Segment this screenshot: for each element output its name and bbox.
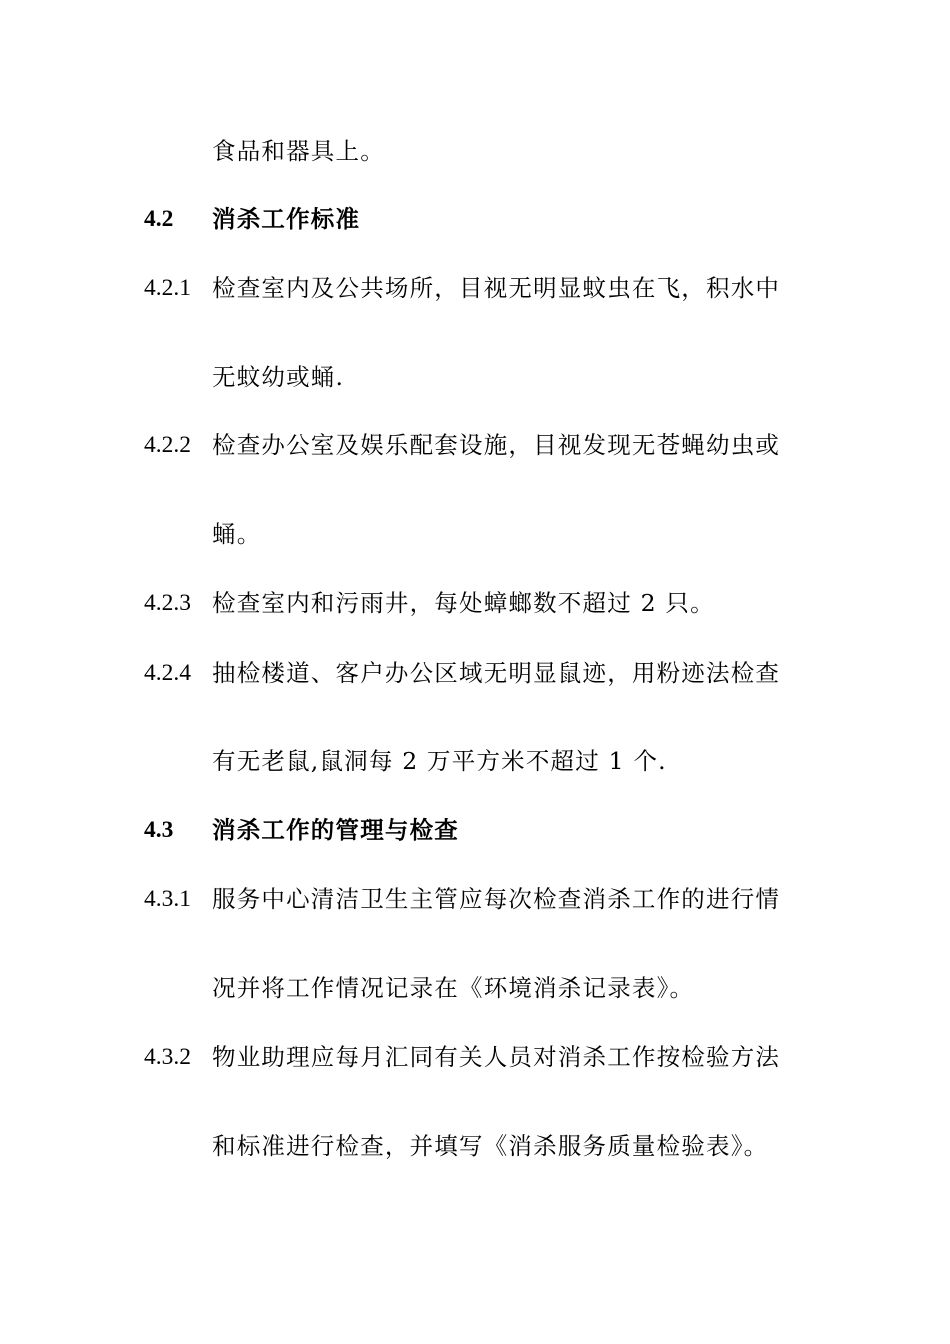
item-text: 抽检楼道、客户办公区域无明显鼠迹，用粉迹法检查 [212, 659, 781, 687]
item-text: 服务中心清洁卫生主管应每次检查消杀工作的进行情 [212, 885, 781, 913]
item-text: 检查室内和污雨井，每处蟑螂数不超过 2 只。 [212, 589, 715, 617]
item-number: 4.3.2 [144, 1044, 191, 1070]
item-number: 4.2.2 [144, 432, 191, 458]
item-text-continued: 况并将工作情况记录在《环境消杀记录表》。 [212, 974, 695, 1002]
item-text-continued: 有无老鼠,鼠洞每 2 万平方米不超过 1 个. [212, 747, 667, 775]
item-text: 物业助理应每月汇同有关人员对消杀工作按检验方法 [212, 1043, 781, 1071]
item-text: 检查办公室及娱乐配套设施，目视发现无苍蝇幼虫或 [212, 431, 781, 459]
section-number: 4.3 [144, 817, 174, 843]
item-text: 检查室内及公共场所，目视无明显蚊虫在飞，积水中 [212, 274, 781, 302]
section-number: 4.2 [144, 206, 174, 232]
item-number: 4.2.1 [144, 275, 191, 301]
section-title: 消杀工作标准 [212, 205, 361, 233]
paragraph-text: 食品和器具上。 [212, 137, 385, 165]
section-title: 消杀工作的管理与检查 [212, 816, 459, 844]
item-text-continued: 和标准进行检查，并填写《消杀服务质量检验表》。 [212, 1132, 769, 1160]
item-text-continued: 蛹。 [212, 520, 262, 548]
item-number: 4.3.1 [144, 886, 191, 912]
item-number: 4.2.3 [144, 590, 191, 616]
item-number: 4.2.4 [144, 660, 191, 686]
item-text-continued: 无蚊幼或蛹. [212, 363, 345, 391]
